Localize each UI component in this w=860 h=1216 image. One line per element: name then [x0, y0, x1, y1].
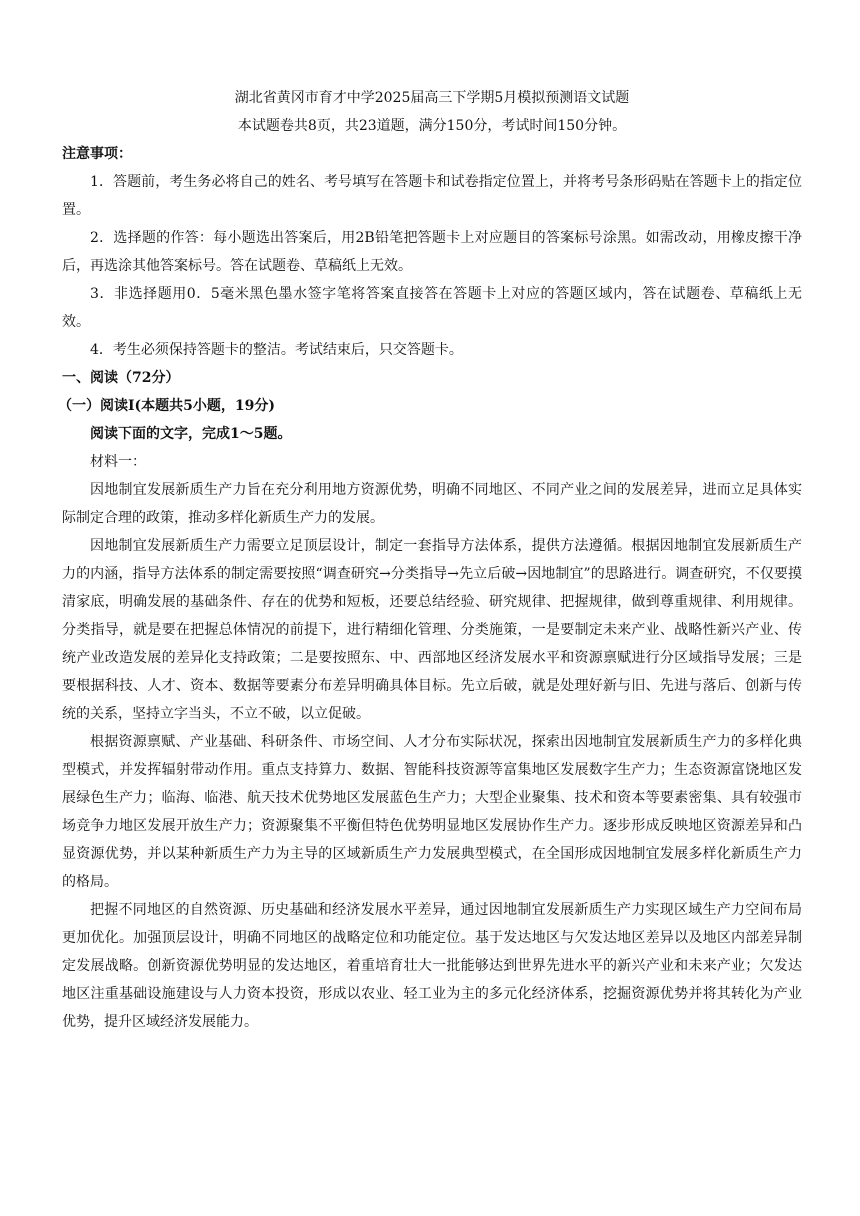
- document-page: [58, 84, 802, 1036]
- exam-subtitle: 本试题卷共8页，共23道题，满分150分，考试时间150分钟。: [237, 118, 627, 134]
- section-heading: 一、阅读（72分）: [62, 370, 180, 386]
- notice-item-1: 1．答题前，考生务必将自己的姓名、考号填写在答题卡和试卷指定位置上，并将考号条形码贴在答题卡上的指定位置。: [62, 174, 802, 218]
- passage-paragraph-3: 根据资源禀赋、产业基础、科研条件、市场空间、人才分布实际状况，探索出因地制宜发展新质生产力的多样化典型模式，并发挥辐射带动作用。重点支持算力、数据、智能科技资源等富集地区发展数字生产力；生态资源富饶地区发展绿色生产力；临海、临港、航天技术优势地区发展蓝色生产力；大型企业聚集、技术和资本等要素密集、具有较强市场竞争力地区发展开放生产力；资源聚集不平衡但特色优势明显地区发展协作生产力。逐步形成反映地区资源差异和凸显资源优势，并以某种新质生产力为主导的区域新质生产力发展典型模式，在全国形成因地制宜发展多样化新质生产力的格局。: [62, 734, 802, 890]
- exam-title: 湖北省黄冈市育才中学2025届高三下学期5月模拟预测语文试题: [234, 90, 630, 106]
- notice-heading: 注意事项：: [62, 146, 132, 162]
- reading-instruction: 阅读下面的文字，完成1～5题。: [90, 426, 292, 442]
- section-subheading: （一）阅读Ⅰ(本题共5小题，19分): [58, 398, 276, 414]
- passage-paragraph-4: 把握不同地区的自然资源、历史基础和经济发展水平差异，通过因地制宜发展新质生产力实现区域生产力空间布局更加优化。加强顶层设计，明确不同地区的战略定位和功能定位。基于发达地区与欠发达地区差异以及地区内部差异制定发展战略。创新资源优势明显的发达地区，着重培育壮大一批能够达到世界先进水平的新兴产业和未来产业；欠发达地区注重基础设施建设与人力资本投资，形成以农业、轻工业为主的多元化经济体系，挖掘资源优势并将其转化为产业优势，提升区域经济发展能力。: [62, 902, 802, 1030]
- notice-item-2: 2．选择题的作答：每小题选出答案后，用2B铅笔把答题卡上对应题目的答案标号涂黑。如需改动，用橡皮擦干净后，再选涂其他答案标号。答在试题卷、草稿纸上无效。: [62, 230, 802, 274]
- notice-item-4: 4．考生必须保持答题卡的整洁。考试结束后，只交答题卡。: [90, 342, 463, 358]
- passage-paragraph-2: 因地制宜发展新质生产力需要立足顶层设计，制定一套指导方法体系，提供方法遵循。根据因地制宜发展新质生产力的内涵，指导方法体系的制定需要按照“调查研究→分类指导→先立后破→因地制宜”的思路进行。调查研究，不仅要摸清家底，明确发展的基础条件、存在的优势和短板，还要总结经验、研究规律、把握规律，做到尊重规律、利用规律。分类指导，就是要在把握总体情况的前提下，进行精细化管理、分类施策，一是要制定未来产业、战略性新兴产业、传统产业改造发展的差异化支持政策；二是要按照东、中、西部地区经济发展水平和资源禀赋进行分区域指导发展；三是要根据科技、人才、资本、数据等要素分布差异明确具体目标。先立后破，就是处理好新与旧、先进与落后、创新与传统的关系，坚持立字当头，不立不破，以立促破。: [62, 538, 802, 722]
- notice-item-3: 3．非选择题用0．5毫米黑色墨水签字笔将答案直接答在答题卡上对应的答题区域内，答在试题卷、草稿纸上无效。: [62, 286, 802, 330]
- material-label: 材料一：: [90, 454, 146, 470]
- passage-paragraph-1: 因地制宜发展新质生产力旨在充分利用地方资源优势，明确不同地区、不同产业之间的发展差异，进而立足具体实际制定合理的政策，推动多样化新质生产力的发展。: [62, 482, 802, 526]
